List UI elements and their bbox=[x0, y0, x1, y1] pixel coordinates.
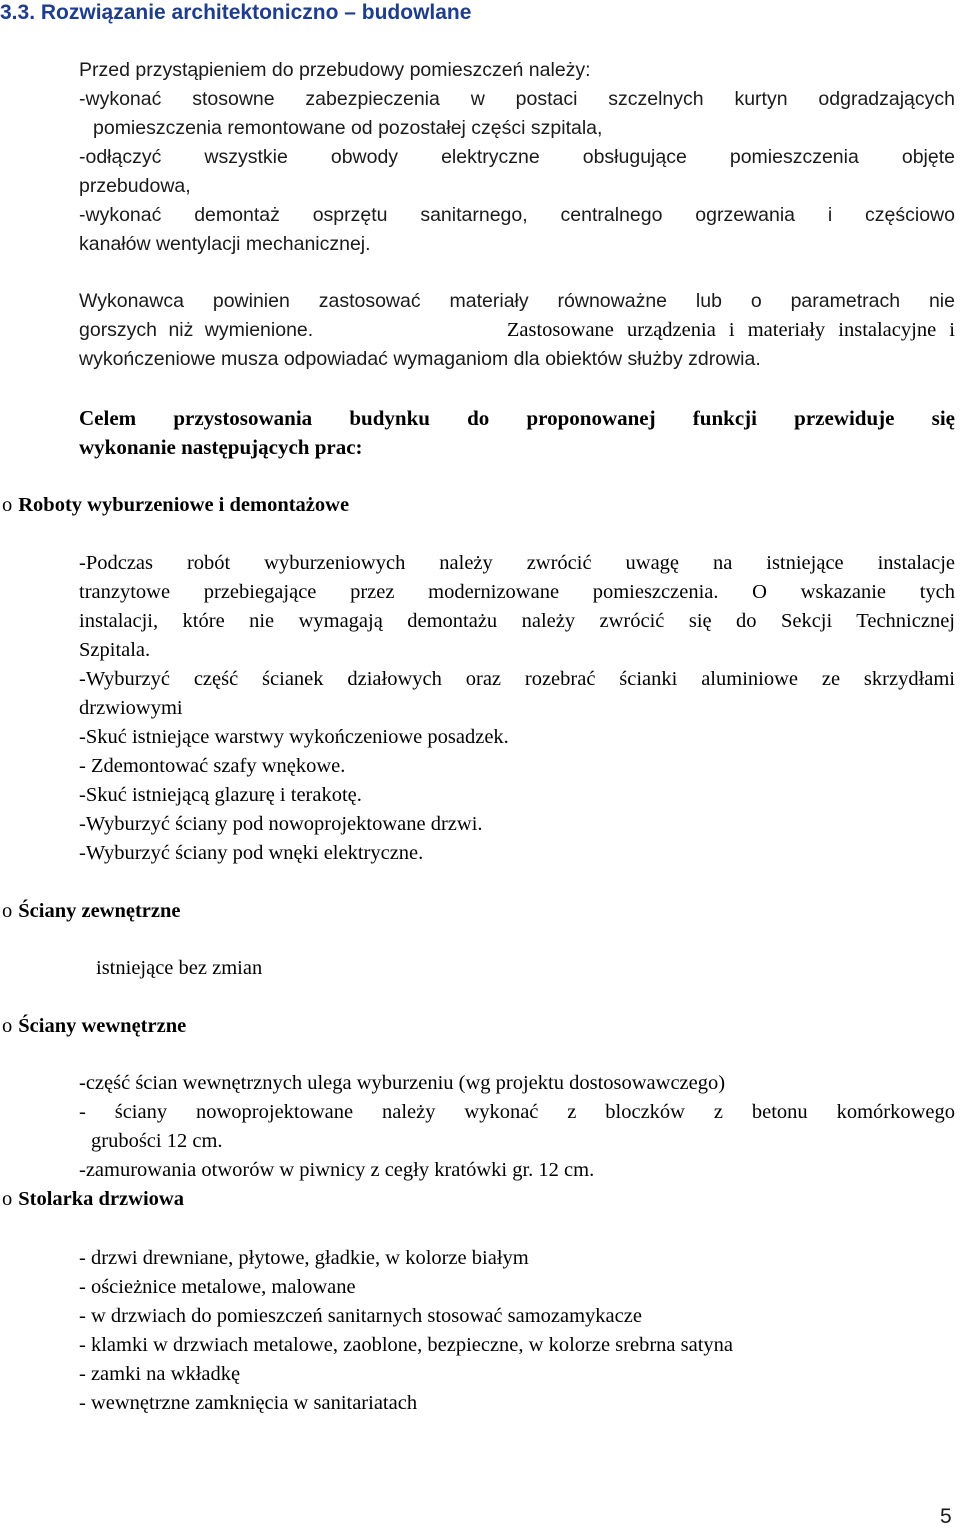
internal-walls-line: -część ścian wewnętrznych ulega wyburzeniu (wg projektu dostosowawczego) bbox=[79, 1072, 726, 1094]
doors-title bbox=[2, 1186, 184, 1212]
demolition-line: drzwiowymi bbox=[79, 697, 183, 719]
purpose-line: wykonanie następujących prac: bbox=[79, 435, 363, 459]
page-number: 5 bbox=[940, 1505, 952, 1528]
bullet-marker: o bbox=[2, 900, 13, 922]
demolition-title bbox=[2, 492, 349, 518]
contractor-line: wykończeniowe musza odpowiadać wymaganiom dla obiektów służby zdrowia. bbox=[79, 348, 761, 370]
doors-line: - w drzwiach do pomieszczeń sanitarnych stosować samozamykacze bbox=[79, 1305, 642, 1327]
section-heading: 3.3. Rozwiązanie architektoniczno – budowlane bbox=[0, 1, 472, 24]
demolition-line: instalacji, które nie wymagają demontażu należy zwrócić się do Sekcji Technicznej bbox=[79, 610, 955, 632]
internal-walls-line: grubości 12 cm. bbox=[91, 1130, 223, 1152]
intro-item: -wykonać stosowne zabezpieczenia w postaci szczelnych kurtyn odgradzających bbox=[79, 88, 955, 110]
demolition-line: -Skuć istniejącą glazurę i terakotę. bbox=[79, 784, 362, 806]
demolition-line: -Wyburzyć część ścianek działowych oraz rozebrać ścianki aluminiowe ze skrzydłami bbox=[79, 668, 955, 690]
doors-line: - klamki w drzwiach metalowe, zaoblone, bezpieczne, w kolorze srebrna satyna bbox=[79, 1334, 734, 1356]
contractor-line-2 bbox=[79, 317, 955, 343]
doors-line: - wewnętrzne zamknięcia w sanitariatach bbox=[79, 1392, 418, 1414]
demolition-line: -Wyburzyć ściany pod nowoprojektowane drzwi. bbox=[79, 813, 483, 835]
internal-walls-line: - ściany nowoprojektowane należy wykonać z bloczków z betonu komórkowego bbox=[79, 1101, 955, 1123]
intro-item: -odłączyć wszystkie obwody elektryczne obsługujące pomieszczenia objęte bbox=[79, 146, 955, 168]
demolition-line: -Podczas robót wyburzeniowych należy zwrócić uwagę na istniejące instalacje bbox=[79, 552, 955, 574]
doors-line: - drzwi drewniane, płytowe, gładkie, w kolorze białym bbox=[79, 1247, 529, 1269]
demolition-line: tranzytowe przebiegające przez modernizowane pomieszczenia. O wskazanie tych bbox=[79, 581, 955, 603]
doors-line: - ościeżnice metalowe, malowane bbox=[79, 1276, 356, 1298]
external-walls-title-text: Ściany zewnętrzne bbox=[18, 900, 181, 922]
intro-item: kanałów wentylacji mechanicznej. bbox=[79, 233, 371, 255]
demolition-line: Szpitala. bbox=[79, 639, 151, 661]
contractor-line-2a: gorszych niż wymienione. bbox=[79, 319, 314, 341]
internal-walls-title-text: Ściany wewnętrzne bbox=[18, 1015, 187, 1037]
doors-title-text: Stolarka drzwiowa bbox=[18, 1188, 184, 1210]
doors-line: - zamki na wkładkę bbox=[79, 1363, 241, 1385]
purpose-line: Celem przystosowania budynku do proponowanej funkcji przewiduje się bbox=[79, 406, 955, 430]
bullet-marker: o bbox=[2, 494, 13, 516]
internal-walls-line: -zamurowania otworów w piwnicy z cegły kratówki gr. 12 cm. bbox=[79, 1159, 595, 1181]
internal-walls-title bbox=[2, 1013, 186, 1039]
intro-item: przebudowa, bbox=[79, 175, 191, 197]
demolition-title-text: Roboty wyburzeniowe i demontażowe bbox=[18, 494, 350, 516]
demolition-line: - Zdemontować szafy wnękowe. bbox=[79, 755, 346, 777]
external-walls-text: istniejące bez zmian bbox=[96, 957, 263, 979]
bullet-marker: o bbox=[2, 1015, 13, 1037]
demolition-line: -Skuć istniejące warstwy wykończeniowe posadzek. bbox=[79, 726, 509, 748]
contractor-line-2b: Zastosowane urządzenia i materiały instalacyjne i bbox=[506, 319, 955, 341]
contractor-line: Wykonawca powinien zastosować materiały równoważne lub o parametrach nie bbox=[79, 290, 955, 312]
external-walls-title bbox=[2, 898, 181, 924]
bullet-marker: o bbox=[2, 1188, 13, 1210]
intro-item: pomieszczenia remontowane od pozostałej części szpitala, bbox=[93, 117, 603, 139]
demolition-line: -Wyburzyć ściany pod wnęki elektryczne. bbox=[79, 842, 424, 864]
intro-lead: Przed przystąpieniem do przebudowy pomieszczeń należy: bbox=[79, 59, 591, 81]
intro-item: -wykonać demontaż osprzętu sanitarnego, centralnego ogrzewania i częściowo bbox=[79, 204, 955, 226]
